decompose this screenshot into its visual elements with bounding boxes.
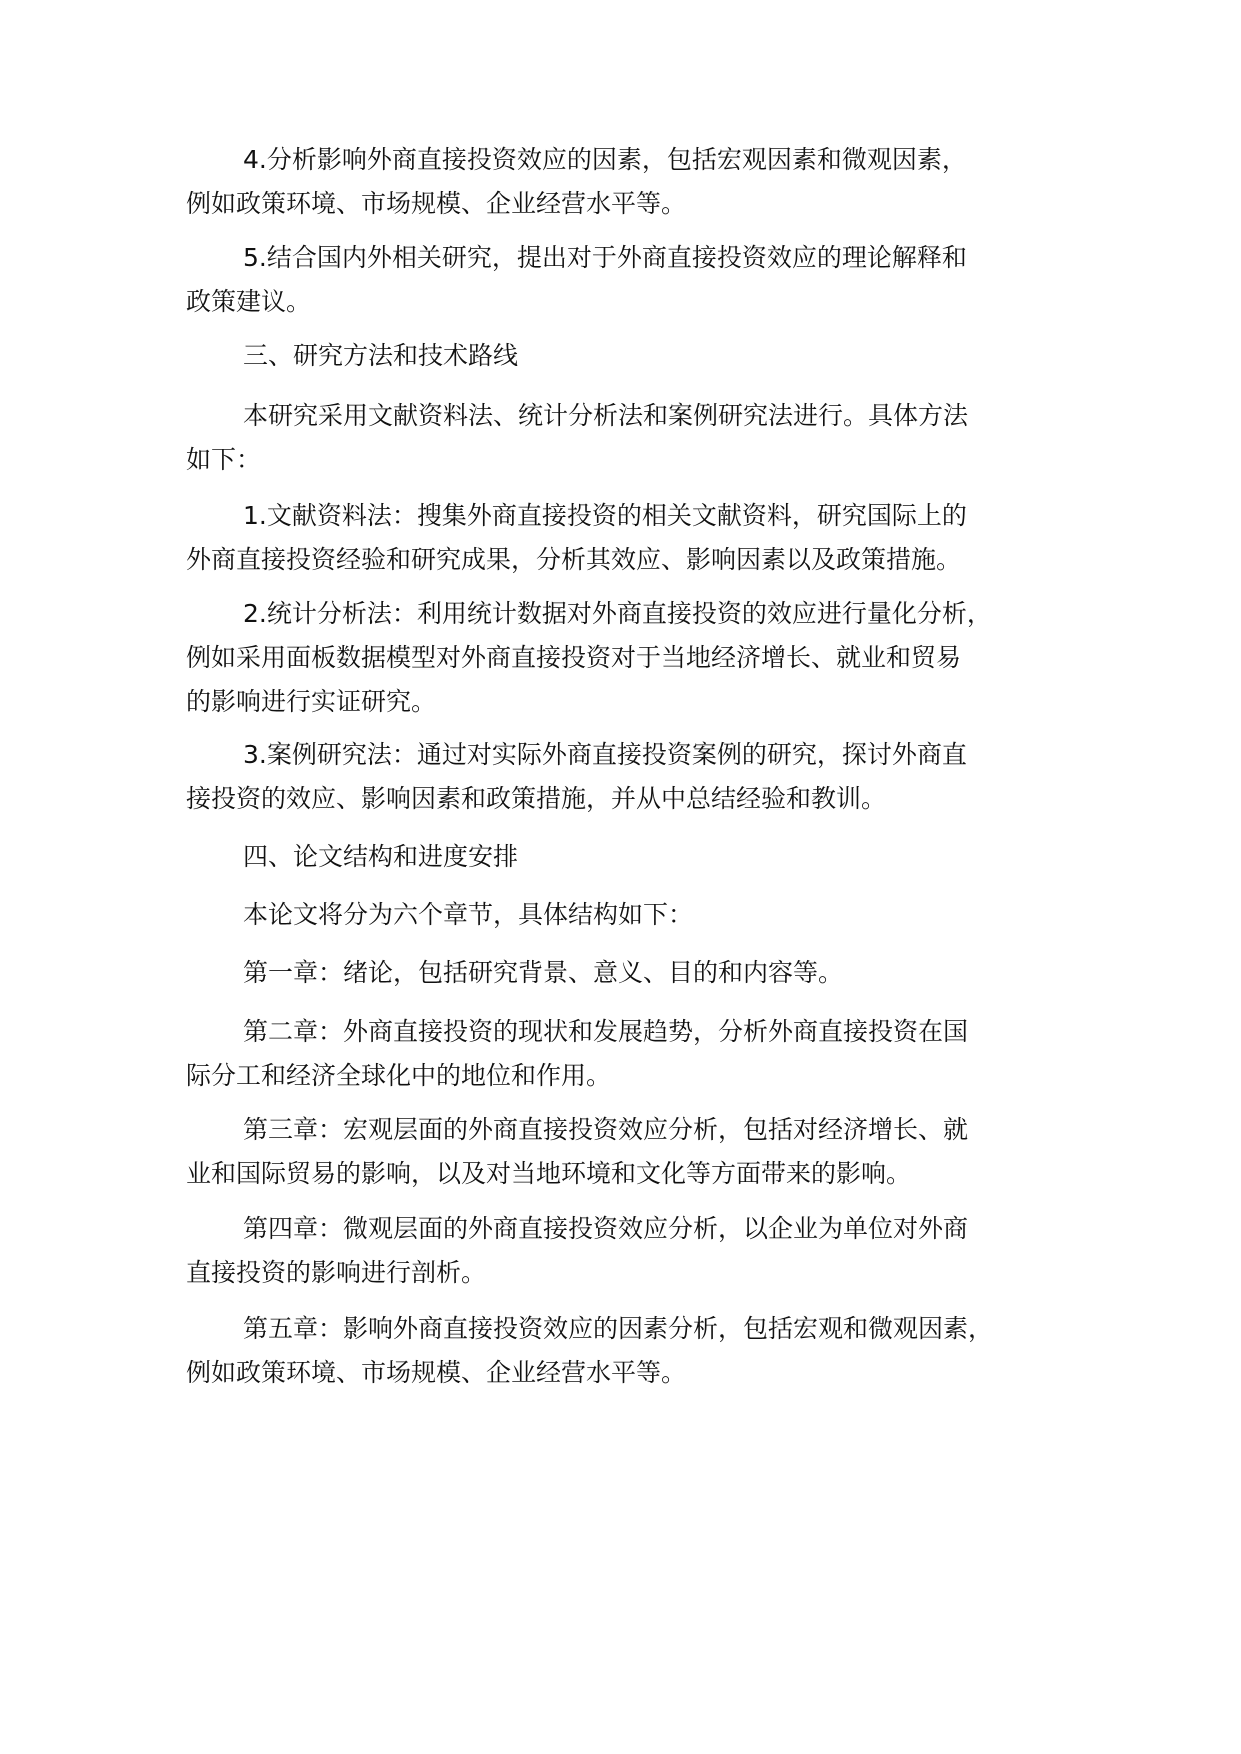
text-line: 第三章：宏观层面的外商直接投资效应分析，包括对经济增长、就 <box>243 1115 969 1144</box>
paragraph-item-4 <box>186 138 1086 226</box>
text-line: 本研究采用文献资料法、统计分析法和案例研究法进行。具体方法 <box>243 401 969 430</box>
text-line: 例如政策环境、市场规模、企业经营水平等。 <box>186 189 687 218</box>
text-line: 接投资的效应、影响因素和政策措施，并从中总结经验和教训。 <box>186 784 887 813</box>
text-line: 4.分析影响外商直接投资效应的因素，包括宏观因素和微观因素， <box>243 145 967 174</box>
text-line: 业和国际贸易的影响，以及对当地环境和文化等方面带来的影响。 <box>186 1159 912 1188</box>
paragraph-structure-intro <box>186 893 1086 937</box>
heading-line: 四、论文结构和进度安排 <box>243 842 519 871</box>
text-line: 例如采用面板数据模型对外商直接投资对于当地经济增长、就业和贸易 <box>186 643 962 672</box>
text-line: 例如政策环境、市场规模、企业经营水平等。 <box>186 1358 687 1387</box>
text-line: 政策建议。 <box>186 287 312 316</box>
paragraph-chapter-2 <box>186 1010 1086 1098</box>
text-line: 如下： <box>186 445 262 474</box>
text-line: 2.统计分析法：利用统计数据对外商直接投资的效应进行量化分析， <box>243 599 992 628</box>
text-line: 外商直接投资经验和研究成果，分析其效应、影响因素以及政策措施。 <box>186 545 962 574</box>
text-line: 际分工和经济全球化中的地位和作用。 <box>186 1061 612 1090</box>
paragraph-chapter-3 <box>186 1108 1086 1196</box>
paragraph-chapter-5 <box>186 1307 1086 1395</box>
text-line: 的影响进行实证研究。 <box>186 687 437 716</box>
text-line: 3.案例研究法：通过对实际外商直接投资案例的研究，探讨外商直 <box>243 740 967 769</box>
paragraph-item-5 <box>186 236 1086 324</box>
section-heading-structure <box>186 835 1086 879</box>
paragraph-methods-intro <box>186 394 1086 482</box>
text-line: 5.结合国内外相关研究，提出对于外商直接投资效应的理论解释和 <box>243 243 967 272</box>
text-line: 直接投资的影响进行剖析。 <box>186 1258 487 1287</box>
paragraph-method-3 <box>186 733 1086 821</box>
paragraph-method-2 <box>186 592 1086 724</box>
heading-line: 三、研究方法和技术路线 <box>243 341 519 370</box>
paragraph-chapter-4 <box>186 1207 1086 1295</box>
paragraph-method-1 <box>186 494 1086 582</box>
text-line: 1.文献资料法：搜集外商直接投资的相关文献资料，研究国际上的 <box>243 501 967 530</box>
text-line: 第五章：影响外商直接投资效应的因素分析，包括宏观和微观因素， <box>243 1314 994 1343</box>
paragraph-chapter-1 <box>186 951 1086 995</box>
text-line: 本论文将分为六个章节，具体结构如下： <box>243 900 694 929</box>
text-line: 第二章：外商直接投资的现状和发展趋势，分析外商直接投资在国 <box>243 1017 969 1046</box>
text-line: 第四章：微观层面的外商直接投资效应分析，以企业为单位对外商 <box>243 1214 969 1243</box>
text-line: 第一章：绪论，包括研究背景、意义、目的和内容等。 <box>243 958 844 987</box>
section-heading-methods <box>186 334 1086 378</box>
